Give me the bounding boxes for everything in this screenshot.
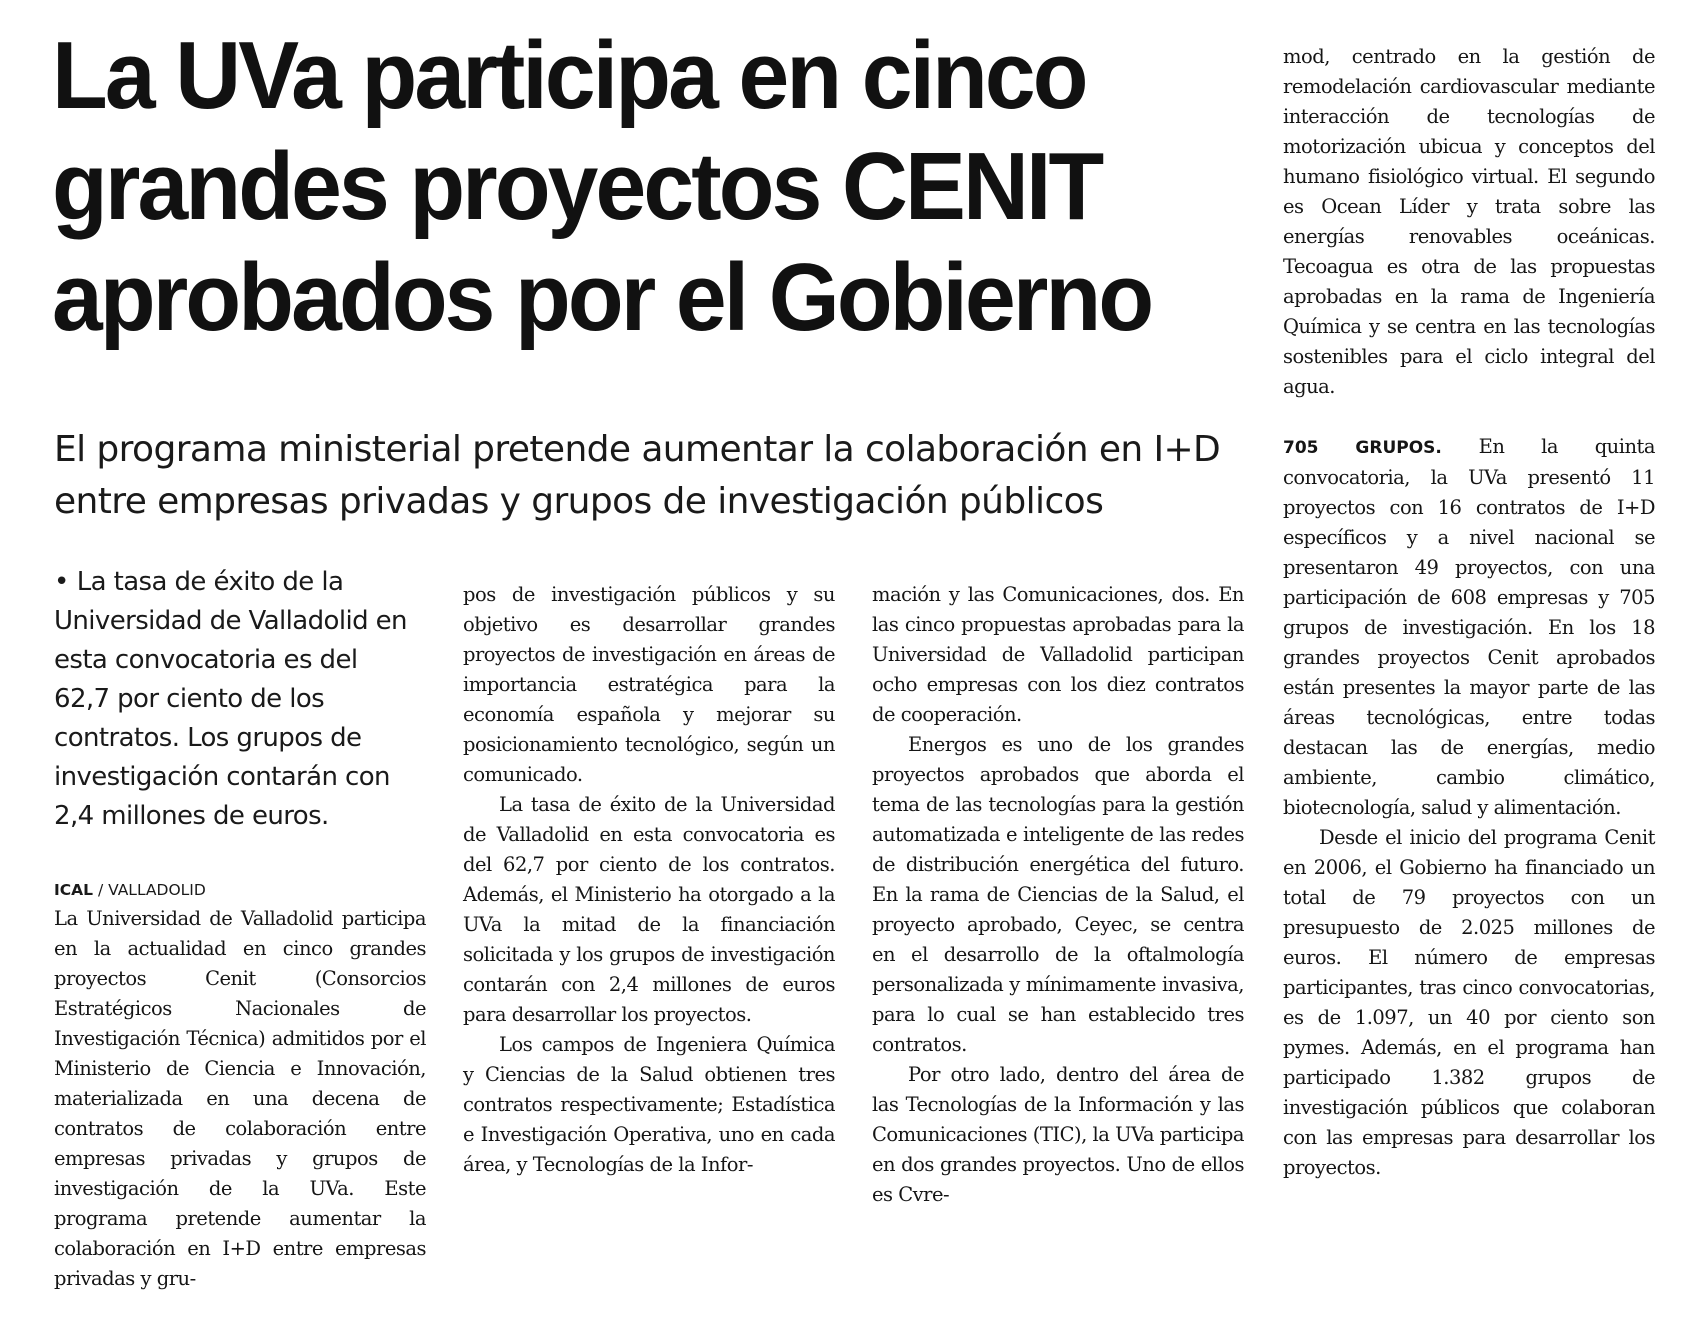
headline-line-2: grandes proyectos CENIT [52,133,1102,240]
section-paragraph [1283,432,1655,823]
subheadline-line-2: entre empresas privadas y grupos de investigación públicos [54,481,1104,522]
section-kicker: 705 GRUPOS. [1283,438,1442,458]
byline-separator: / [93,881,109,899]
body-paragraph: pos de investigación públicos y su objetivo es desarrollar grandes proyectos de investigación en áreas de importancia estratégica para la economía española y mejorar su posicionamiento tecnológico, según un comunicado. [463,583,835,786]
article-column-1 [54,904,426,1294]
article-column-4 [1283,42,1655,1183]
subheadline [54,424,1274,528]
article-column-3 [872,580,1244,1210]
byline [54,880,206,900]
section-text: En la quinta convocatoria, la UVa presentó 11 proyectos con 16 contratos de I+D específicos y a nivel nacional se presentaron 49 proyectos, con una participación de 608 empresas y 705 grupos de investigación. En los 18 grandes proyectos Cenit aprobados están presentes la mayor parte de las áreas tecnológicas, entre todas destacan las de energías, medio ambiente, cambio climático, biotecnología, salud y alimentación. [1283,435,1655,819]
headline-line-1: La UVa participa en cinco [52,22,1086,129]
headline-line-3: aprobados por el Gobierno [52,244,1152,351]
summary-box [54,563,414,836]
body-paragraph: mod, centrado en la gestión de remodelación cardiovascular mediante interacción de tecnologías de motorización ubicua y conceptos del humano fisiológico virtual. El segundo es Ocean Líder y trata sobre las energías renovables oceánicas. Tecoagua es otra de las propuestas aprobadas en la rama de Ingeniería Química y se centra en las tecnologías sostenibles para el ciclo integral del agua. [1283,45,1655,398]
subheadline-line-1: El programa ministerial pretende aumentar la colaboración en I+D [54,429,1221,470]
body-paragraph: Por otro lado, dentro del área de las Tecnologías de la Información y las Comunicaciones (TIC), la UVa participa en dos grandes proyectos. Uno de ellos es Cvre- [872,1063,1244,1206]
body-paragraph: Energos es uno de los grandes proyectos aprobados que aborda el tema de las tecnologías para la gestión automatizada e inteligente de las redes de distribución energética del futuro. En la rama de Ciencias de la Salud, el proyecto aprobado, Ceyec, se centra en el desarrollo de la oftalmología personalizada y mínimamente invasiva, para lo cual se han establecido tres contratos. [872,733,1244,1056]
bullet-icon: • [54,567,69,597]
article-column-2 [463,580,835,1180]
body-paragraph: Desde el inicio del programa Cenit en 2006, el Gobierno ha financiado un total de 79 proyectos con un presupuesto de 2.025 millones de euros. El número de empresas participantes, tras cinco convocatorias, es de 1.097, un 40 por ciento son pymes. Además, en el programa han participado 1.382 grupos de investigación públicos que colaboran con las empresas para desarrollar los proyectos. [1283,826,1655,1179]
body-paragraph: La Universidad de Valladolid participa en la actualidad en cinco grandes proyectos Cenit (Consorcios Estratégicos Nacionales de Investigación Técnica) admitidos por el Ministerio de Ciencia e Innovación, materializada en una decena de contratos de colaboración entre empresas privadas y grupos de investigación de la UVa. Este programa pretende aumentar la colaboración en I+D entre empresas privadas y gru- [54,907,426,1290]
byline-agency: ICAL [54,881,94,899]
body-paragraph: mación y las Comunicaciones, dos. En las cinco propuestas aprobadas para la Universidad de Valladolid participan ocho empresas con los diez contratos de cooperación. [872,583,1244,726]
body-paragraph: Los campos de Ingeniera Química y Ciencias de la Salud obtienen tres contratos respectivamente; Estadística e Investigación Operativa, uno en cada área, y Tecnologías de la Infor- [463,1033,835,1176]
summary-text: La tasa de éxito de la Universidad de Valladolid en esta convocatoria es del 62,7 por ciento de los contratos. Los grupos de investigación contarán con 2,4 millones de euros. [54,567,407,831]
headline [52,20,1206,353]
byline-place: VALLADOLID [108,881,206,899]
body-paragraph: La tasa de éxito de la Universidad de Valladolid en esta convocatoria es del 62,7 por ciento de los contratos. Además, el Ministerio ha otorgado a la UVa la mitad de la financiación solicitada y los grupos de investigación contarán con 2,4 millones de euros para desarrollar los proyectos. [463,793,835,1026]
